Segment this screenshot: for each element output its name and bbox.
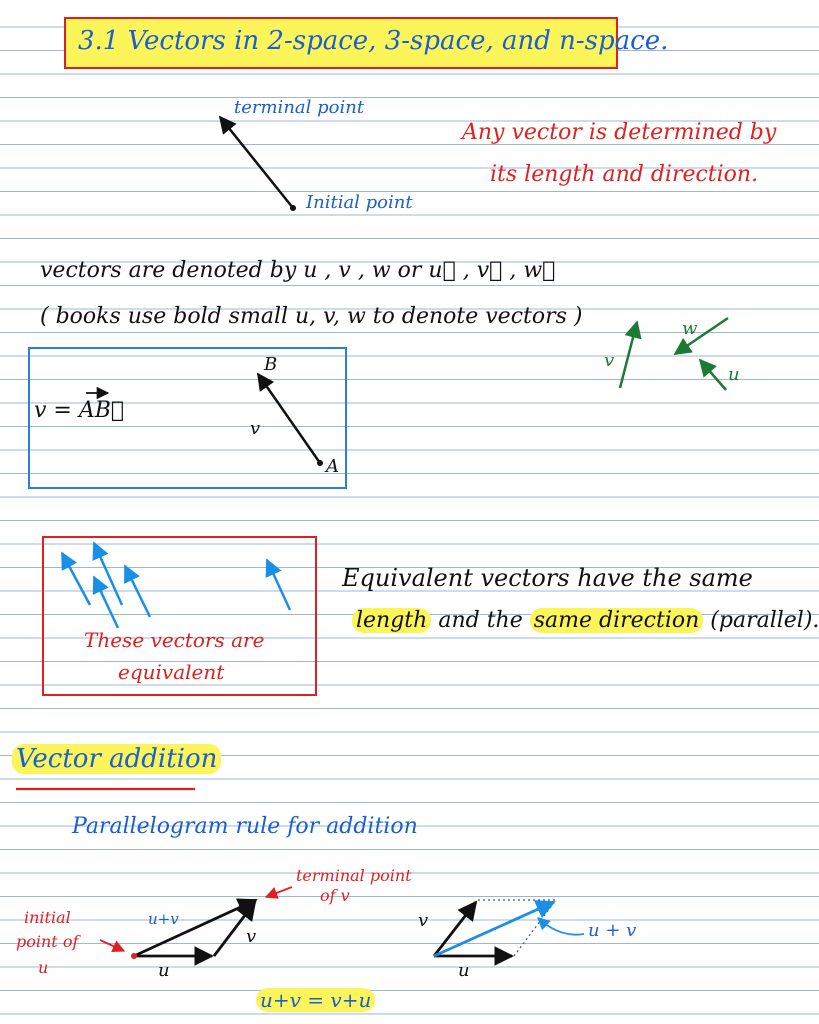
left-sum-arrow bbox=[134, 900, 256, 956]
page-title: 3.1 Vectors in 2-space, 3-space, and n-space. bbox=[78, 26, 669, 56]
point-b-label: B bbox=[264, 354, 278, 375]
green-v-label: v bbox=[604, 350, 615, 371]
highlight-length: length bbox=[352, 608, 431, 633]
ab-equation: v = AB⃗ bbox=[34, 398, 125, 423]
text-and-the: and the bbox=[438, 608, 523, 633]
green-u-arrow bbox=[700, 360, 726, 390]
green-w-label: w bbox=[682, 318, 698, 339]
notation-line2: ( books use bold small u, v, w to denote vectors ) bbox=[40, 304, 583, 329]
equivalent-definition-line1: Equivalent vectors have the same bbox=[342, 564, 753, 592]
text-parallel: (parallel). bbox=[710, 608, 819, 633]
terminal-note-line1: terminal point bbox=[296, 866, 412, 885]
left-u-label: u bbox=[158, 960, 170, 981]
equivalent-caption-line2: equivalent bbox=[118, 660, 225, 684]
right-u-label: u bbox=[458, 960, 470, 981]
initial-pointer-arrow bbox=[100, 940, 124, 951]
right-v-label: v bbox=[418, 910, 429, 931]
vector-definition-line1: Any vector is determined by bbox=[462, 120, 777, 145]
vector-definition-line2: its length and direction. bbox=[490, 162, 759, 187]
left-sum-label: u+v bbox=[148, 910, 179, 928]
equivalent-definition-line2 bbox=[352, 610, 819, 632]
right-sum-arrow bbox=[434, 902, 554, 956]
terminal-point-label: terminal point bbox=[234, 97, 365, 118]
highlight-same-direction: same direction bbox=[530, 608, 704, 633]
right-sum-pointer bbox=[538, 918, 584, 935]
terminal-note-line2: of v bbox=[320, 886, 350, 905]
point-a-label: A bbox=[326, 456, 339, 477]
notation-line1: vectors are denoted by u , v , w or u⃗ , v⃗ , w⃗ bbox=[40, 258, 556, 283]
left-initial-dot bbox=[131, 953, 137, 959]
ab-v-label: v bbox=[250, 418, 261, 439]
commutative-law bbox=[256, 990, 375, 1010]
terminal-pointer-arrow bbox=[266, 887, 292, 897]
vector-addition-heading bbox=[12, 746, 221, 772]
initial-note-line3: u bbox=[38, 958, 49, 977]
initial-note-line1: initial bbox=[24, 908, 71, 927]
initial-point-dot bbox=[290, 205, 296, 211]
green-v-arrow bbox=[620, 322, 637, 388]
equivalent-caption-line1: These vectors are bbox=[84, 628, 265, 652]
right-side-dotted bbox=[514, 900, 556, 956]
right-sum-label: u + v bbox=[588, 920, 637, 941]
left-v-label: v bbox=[246, 926, 257, 947]
green-u-label: u bbox=[728, 364, 740, 385]
intro-vector-arrow bbox=[220, 117, 293, 208]
initial-note-line2: point of bbox=[16, 932, 79, 951]
initial-point-label: Initial point bbox=[306, 192, 413, 213]
commutative-highlight: u+v = v+u bbox=[256, 988, 375, 1012]
parallelogram-rule-heading: Parallelogram rule for addition bbox=[72, 814, 418, 839]
heading-highlight: Vector addition bbox=[12, 744, 221, 774]
